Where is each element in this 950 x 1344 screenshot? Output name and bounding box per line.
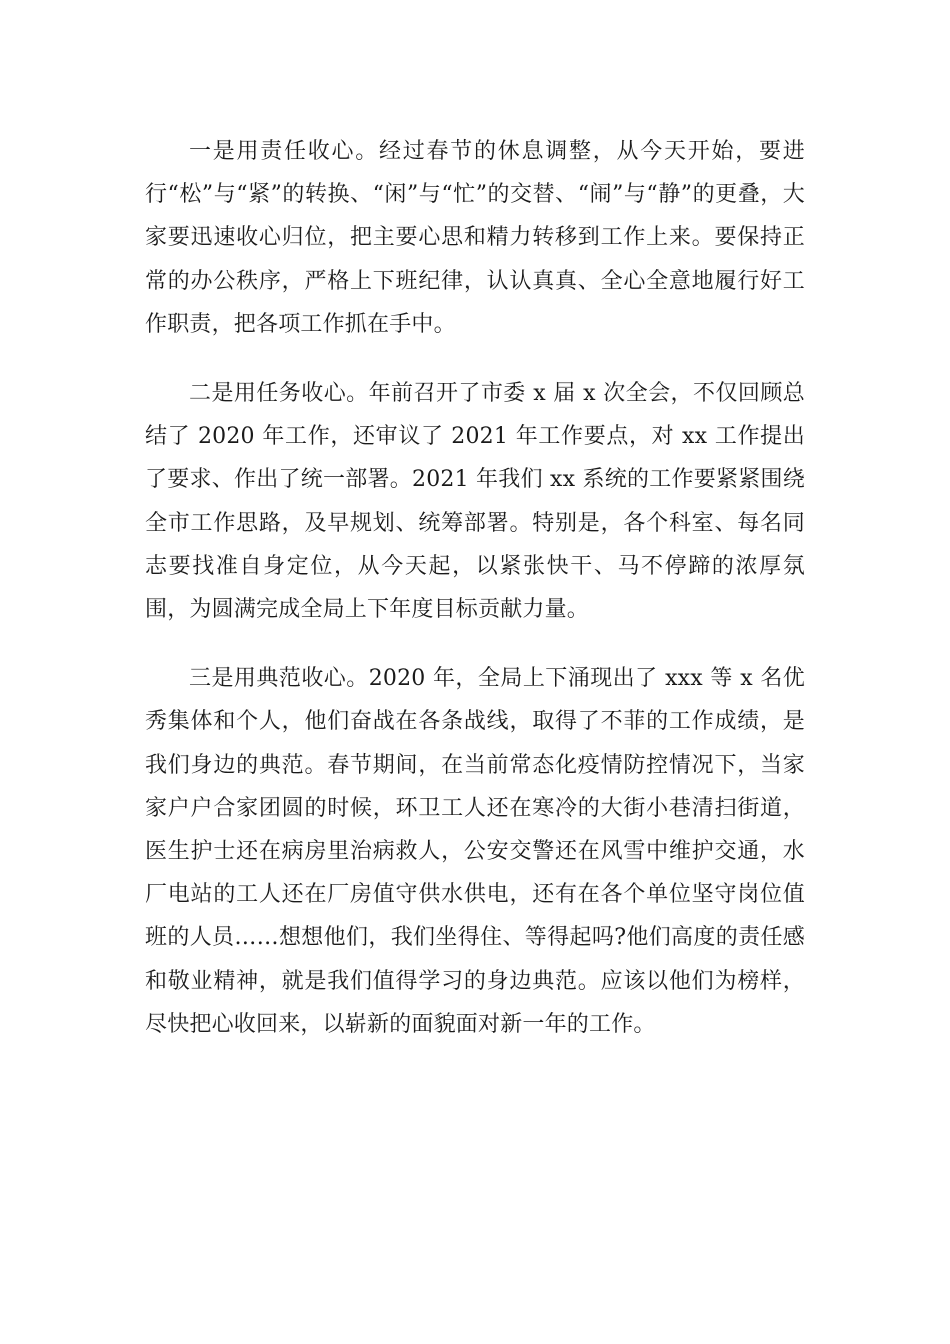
- paragraph-role-models: 三是用典范收心。2020 年，全局上下涌现出了 xxx 等 x 名优秀集体和个人，他们奋战在各条战线，取得了不菲的工作成绩，是我们身边的典范。春节期间，在当前常态化疫情防控情况下，当家家户户合家团圆的时候，环卫工人还在寒冷的大街小巷清扫街道，医生护士还在病房里治病救人，公安交警还在风雪中维护交通，水厂电站的工人还在厂房值守供水供电，还有在各个单位坚守岗位值班的人员……想想他们，我们坐得住、等得起吗?他们高度的责任感和敬业精神，就是我们值得学习的身边典范。应该以他们为榜样，尽快把心收回来，以崭新的面貌面对新一年的工作。: [145, 666, 805, 1037]
- paragraph-tasks: 二是用任务收心。年前召开了市委 x 届 x 次全会，不仅回顾总结了 2020 年工作，还审议了 2021 年工作要点，对 xx 工作提出了要求、作出了统一部署。2021 年我们 xx 系统的工作要紧紧围绕全市工作思路，及早规划、统筹部署。特别是，各个科室、每名同志要找准自身定位，从今天起，以紧张快干、马不停蹄的浓厚氛围，为圆满完成全局上下年度目标贡献力量。: [145, 381, 805, 623]
- paragraph-responsibility: 一是用责任收心。经过春节的休息调整，从今天开始，要进行“松”与“紧”的转换、“闲”与“忙”的交替、“闹”与“静”的更叠，大家要迅速收心归位，把主要心思和精力转移到工作上来。要保持正常的办公秩序，严格上下班纪律，认认真真、全心全意地履行好工作职责，把各项工作抓在手中。: [145, 139, 805, 337]
- document-body: [145, 130, 805, 1072]
